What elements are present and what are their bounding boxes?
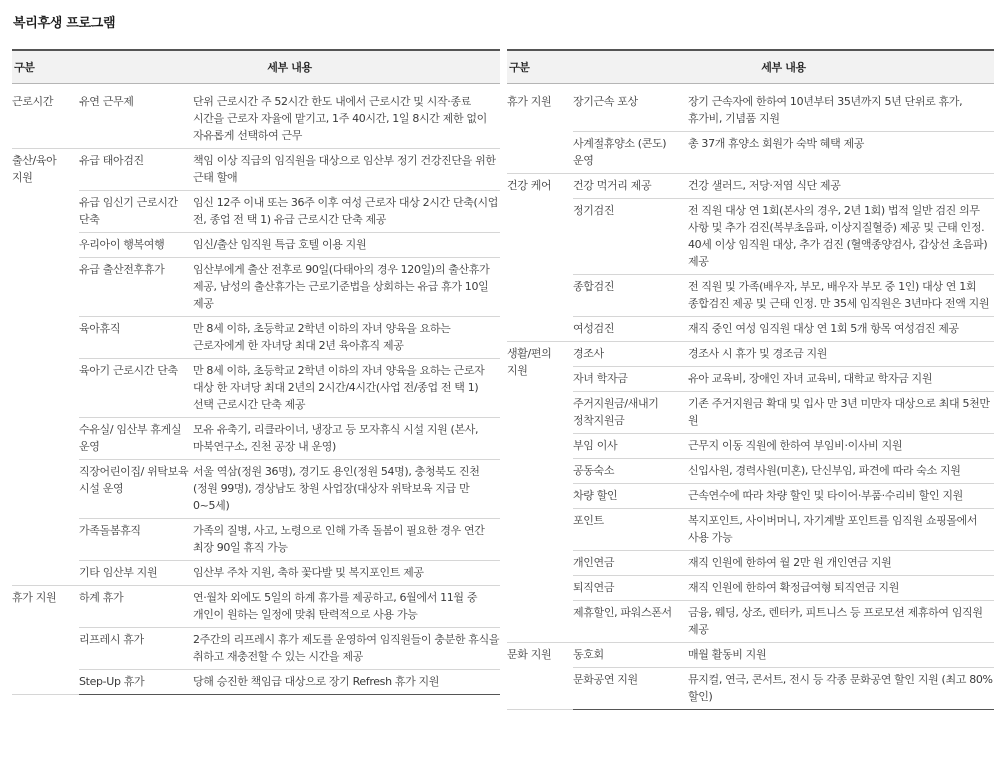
table-row [507, 132, 994, 174]
item-cell: 종합검진 [573, 275, 688, 317]
table-row [507, 509, 994, 551]
table-row [507, 392, 994, 434]
table-row [507, 317, 994, 342]
table-row [12, 561, 500, 586]
item-cell: 리프레시 휴가 [79, 628, 193, 670]
detail-cell: 매월 활동비 지원 [688, 643, 994, 668]
detail-cell: 임산부에게 출산 전후로 90일(다태아의 경우 120일)의 출산휴가 제공, 남성의 출산휴가는 근로기준법을 상회하는 유급 휴가 10일 제공 [193, 258, 500, 317]
detail-cell: 기존 주거지원금 확대 및 입사 만 3년 미만자 대상으로 최대 5천만 원 [688, 392, 994, 434]
item-cell: 유급 출산전후휴가 [79, 258, 193, 317]
header-detail: 세부 내용 [79, 50, 500, 84]
detail-cell: 유아 교육비, 장애인 자녀 교육비, 대학교 학자금 지원 [688, 367, 994, 392]
detail-cell: 뮤지컬, 연극, 콘서트, 전시 등 각종 문화공연 할인 지원 (최고 80% 할인) [688, 668, 994, 710]
item-cell: 건강 먹거리 제공 [573, 174, 688, 199]
table-row [507, 342, 994, 367]
item-cell: 차량 할인 [573, 484, 688, 509]
table-row [507, 551, 994, 576]
item-cell: 개인연금 [573, 551, 688, 576]
table-row [12, 359, 500, 418]
table-row [12, 149, 500, 191]
detail-cell: 근속연수에 따라 차량 할인 및 타이어·부품·수리비 할인 지원 [688, 484, 994, 509]
item-cell: 우리아이 행복여행 [79, 233, 193, 258]
item-cell: 기타 임산부 지원 [79, 561, 193, 586]
detail-cell: 재직 중인 여성 임직원 대상 연 1회 5개 항목 여성검진 제공 [688, 317, 994, 342]
item-cell: 육아휴직 [79, 317, 193, 359]
item-cell: 퇴직연금 [573, 576, 688, 601]
item-cell: 수유실/ 임산부 휴게실 운영 [79, 418, 193, 460]
table-row [12, 670, 500, 695]
detail-cell: 2주간의 리프레시 휴가 제도를 운영하여 임직원들이 충분한 휴식을 취하고 재충전할 수 있는 시간을 제공 [193, 628, 500, 670]
header-category: 구분 [12, 50, 79, 84]
detail-cell: 연·월차 외에도 5일의 하계 휴가를 제공하고, 6월에서 11월 중 개인이 원하는 일정에 맞춰 탄력적으로 사용 가능 [193, 586, 500, 628]
item-cell: 공동숙소 [573, 459, 688, 484]
item-cell: 부임 이사 [573, 434, 688, 459]
item-cell: 직장어린이집/ 위탁보육 시설 운영 [79, 460, 193, 519]
item-cell: 장기근속 포상 [573, 84, 688, 132]
detail-cell: 전 직원 및 가족(배우자, 부모, 배우자 부모 중 1인) 대상 연 1회 종합검진 제공 및 근태 인정. 만 35세 임직원은 3년마다 전액 지원 [688, 275, 994, 317]
detail-cell: 금융, 웨딩, 상조, 렌터카, 피트니스 등 프로모션 제휴하여 임직원 제공 [688, 601, 994, 643]
detail-cell: 건강 샐러드, 저당·저염 식단 제공 [688, 174, 994, 199]
detail-cell: 책임 이상 직급의 임직원을 대상으로 임산부 정기 건강진단을 위한 근태 할애 [193, 149, 500, 191]
item-cell: 여성검진 [573, 317, 688, 342]
table-row [507, 174, 994, 199]
page-title: 복리후생 프로그램 [13, 16, 116, 31]
table-row [507, 84, 994, 132]
item-cell: 육아기 근로시간 단축 [79, 359, 193, 418]
table-row [12, 586, 500, 628]
item-cell: 포인트 [573, 509, 688, 551]
table-header-row [507, 50, 994, 84]
detail-cell: 당해 승진한 책임급 대상으로 장기 Refresh 휴가 지원 [193, 670, 500, 695]
item-cell: 하계 휴가 [79, 586, 193, 628]
detail-cell: 재직 인원에 한하여 확정급여형 퇴직연금 지원 [688, 576, 994, 601]
table-row [12, 84, 500, 149]
table-row [12, 418, 500, 460]
item-cell: 문화공연 지원 [573, 668, 688, 710]
item-cell: 주거지원금/새내기 정착지원금 [573, 392, 688, 434]
table-row [12, 258, 500, 317]
detail-cell: 경조사 시 휴가 및 경조금 지원 [688, 342, 994, 367]
table-row [507, 199, 994, 275]
table-row [507, 459, 994, 484]
item-cell: 유연 근무제 [79, 84, 193, 149]
item-cell: 제휴할인, 파워스폰서 [573, 601, 688, 643]
table-row [507, 484, 994, 509]
detail-cell: 신입사원, 경력사원(미혼), 단신부임, 파견에 따라 숙소 지원 [688, 459, 994, 484]
table-row [12, 460, 500, 519]
header-detail: 세부 내용 [573, 50, 994, 84]
table-row [507, 668, 994, 710]
table-row [12, 628, 500, 670]
item-cell: 유급 태아검진 [79, 149, 193, 191]
detail-cell: 임신/출산 임직원 특급 호텔 이용 지원 [193, 233, 500, 258]
detail-cell: 총 37개 휴양소 회원가 숙박 혜택 제공 [688, 132, 994, 174]
category-cell: 출산/육아 지원 [12, 149, 79, 586]
table-row [12, 191, 500, 233]
benefits-table-left [12, 49, 500, 695]
table-row [507, 434, 994, 459]
detail-cell: 복지포인트, 사이버머니, 자기계발 포인트를 임직원 쇼핑몰에서 사용 가능 [688, 509, 994, 551]
category-cell: 생활/편의 지원 [507, 342, 573, 643]
detail-cell: 만 8세 이하, 초등학교 2학년 이하의 자녀 양육을 요하는 근로자에게 한 자녀당 최대 2년 육아휴직 제공 [193, 317, 500, 359]
category-cell: 근로시간 [12, 84, 79, 149]
category-cell: 휴가 지원 [507, 84, 573, 174]
item-cell: 정기검진 [573, 199, 688, 275]
table-row [12, 519, 500, 561]
detail-cell: 전 직원 대상 연 1회(본사의 경우, 2년 1회) 법적 일반 검진 의무 사항 및 추가 검진(복부초음파, 이상지질혈증) 제공 및 근태 인정. 40세 이상 임직원 대상, 추가 검진 (혈액종양검사, 갑상선 초음파) 제공 [688, 199, 994, 275]
detail-cell: 임신 12주 이내 또는 36주 이후 여성 근로자 대상 2시간 단축(시업 전, 종업 전 택 1) 유급 근로시간 단축 제공 [193, 191, 500, 233]
table-row [507, 275, 994, 317]
detail-cell: 재직 인원에 한하여 월 2만 원 개인연금 지원 [688, 551, 994, 576]
table-row [507, 576, 994, 601]
detail-cell: 만 8세 이하, 초등학교 2학년 이하의 자녀 양육을 요하는 근로자 대상 한 자녀당 최대 2년의 2시간/4시간(사업 전/종업 전 택 1) 선택 근로시간 단축 제공 [193, 359, 500, 418]
category-cell: 휴가 지원 [12, 586, 79, 695]
detail-cell: 모유 유축기, 리클라이너, 냉장고 등 모자휴식 시설 지원 (본사, 마북연구소, 진천 공장 내 운영) [193, 418, 500, 460]
item-cell: 유급 임신기 근로시간 단축 [79, 191, 193, 233]
table-row [507, 601, 994, 643]
detail-cell: 임산부 주차 지원, 축하 꽃다발 및 복지포인트 제공 [193, 561, 500, 586]
category-cell: 문화 지원 [507, 643, 573, 710]
detail-cell: 근무지 이동 직원에 한하여 부임비·이사비 지원 [688, 434, 994, 459]
detail-cell: 장기 근속자에 한하여 10년부터 35년까지 5년 단위로 휴가, 휴가비, 기념품 지원 [688, 84, 994, 132]
table-row [12, 233, 500, 258]
item-cell: 자녀 학자금 [573, 367, 688, 392]
detail-cell: 단위 근로시간 주 52시간 한도 내에서 근로시간 및 시작·종료 시간을 근로자 자율에 맡기고, 1주 40시간, 1일 8시간 제한 없이 자유롭게 선택하여 근무 [193, 84, 500, 149]
detail-cell: 서울 역삼(정원 36명), 경기도 용인(정원 54명), 충청북도 진천(정원 99명), 경상남도 창원 사업장(대상자 위탁보육 지급 만 0~5세) [193, 460, 500, 519]
header-category: 구분 [507, 50, 573, 84]
item-cell: Step-Up 휴가 [79, 670, 193, 695]
table-row [507, 643, 994, 668]
item-cell: 사계절휴양소 (콘도) 운영 [573, 132, 688, 174]
table-row [507, 367, 994, 392]
benefits-table-right [507, 49, 994, 710]
table-row [12, 317, 500, 359]
table-header-row [12, 50, 500, 84]
detail-cell: 가족의 질병, 사고, 노령으로 인해 가족 돌봄이 필요한 경우 연간 최장 90일 휴직 가능 [193, 519, 500, 561]
item-cell: 경조사 [573, 342, 688, 367]
item-cell: 동호회 [573, 643, 688, 668]
category-cell: 건강 케어 [507, 174, 573, 342]
item-cell: 가족돌봄휴직 [79, 519, 193, 561]
